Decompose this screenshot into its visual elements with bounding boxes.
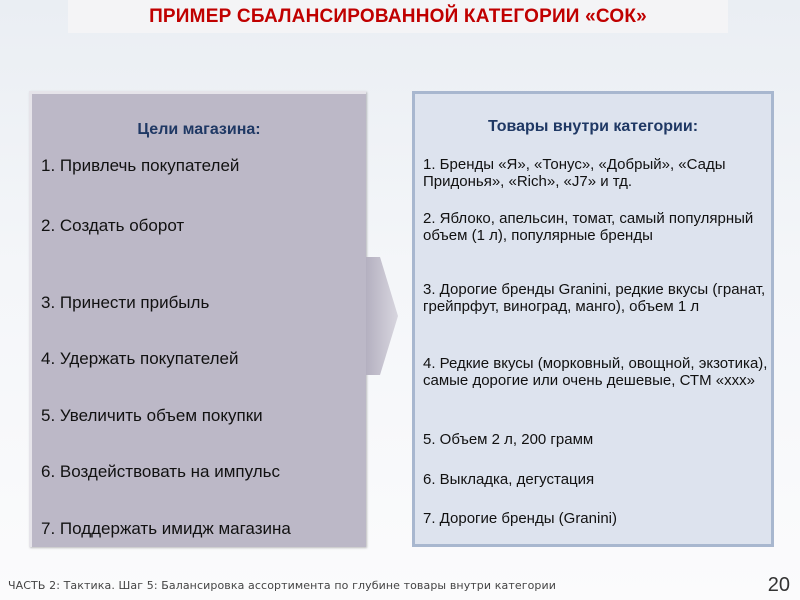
goal-item: 4. Удержать покупателей xyxy=(41,349,239,368)
goal-item: 2. Создать оборот xyxy=(41,216,185,235)
category-products-panel xyxy=(412,91,774,547)
title-bar xyxy=(68,0,728,33)
product-item: 7. Дорогие бренды (Granini) xyxy=(423,510,617,527)
product-item: 2. Яблоко, апельсин, томат, самый популярный объем (1 л), популярные бренды xyxy=(423,210,754,244)
goal-item: 3. Принести прибыль xyxy=(41,293,210,312)
footer-caption: ЧАСТЬ 2: Тактика. Шаг 5: Балансировка ассортимента по глубине товары внутри категории xyxy=(8,579,556,592)
store-goals-heading: Цели магазина: xyxy=(137,121,261,138)
goal-item: 1. Привлечь покупателей xyxy=(41,156,240,175)
goal-item: 6. Воздействовать на импульс xyxy=(41,462,281,481)
category-products-heading: Товары внутри категории: xyxy=(487,118,699,135)
product-item: 1. Бренды «Я», «Тонус», «Добрый», «Сады Придонья», «Rich», «J7» и тд. xyxy=(423,156,726,190)
store-goals-panel xyxy=(29,91,366,547)
product-item: 5. Объем 2 л, 200 грамм xyxy=(423,431,594,448)
goal-item: 7. Поддержать имидж магазина xyxy=(41,519,291,538)
slide-title: ПРИМЕР СБАЛАНСИРОВАННОЙ КАТЕГОРИИ «СОК» xyxy=(149,5,647,27)
page-number: 20 xyxy=(767,574,790,596)
right-arrow-icon xyxy=(366,257,398,375)
product-item: 3. Дорогие бренды Granini, редкие вкусы (гранат, грейпрфут, виноград, манго), объем 1 л xyxy=(423,281,766,315)
product-item: 6. Выкладка, дегустация xyxy=(423,471,595,488)
goal-item: 5. Увеличить объем покупки xyxy=(41,406,263,425)
product-item: 4. Редкие вкусы (морковный, овощной, экзотика), самые дорогие или очень дешевые, СТМ «ххх» xyxy=(423,355,768,389)
